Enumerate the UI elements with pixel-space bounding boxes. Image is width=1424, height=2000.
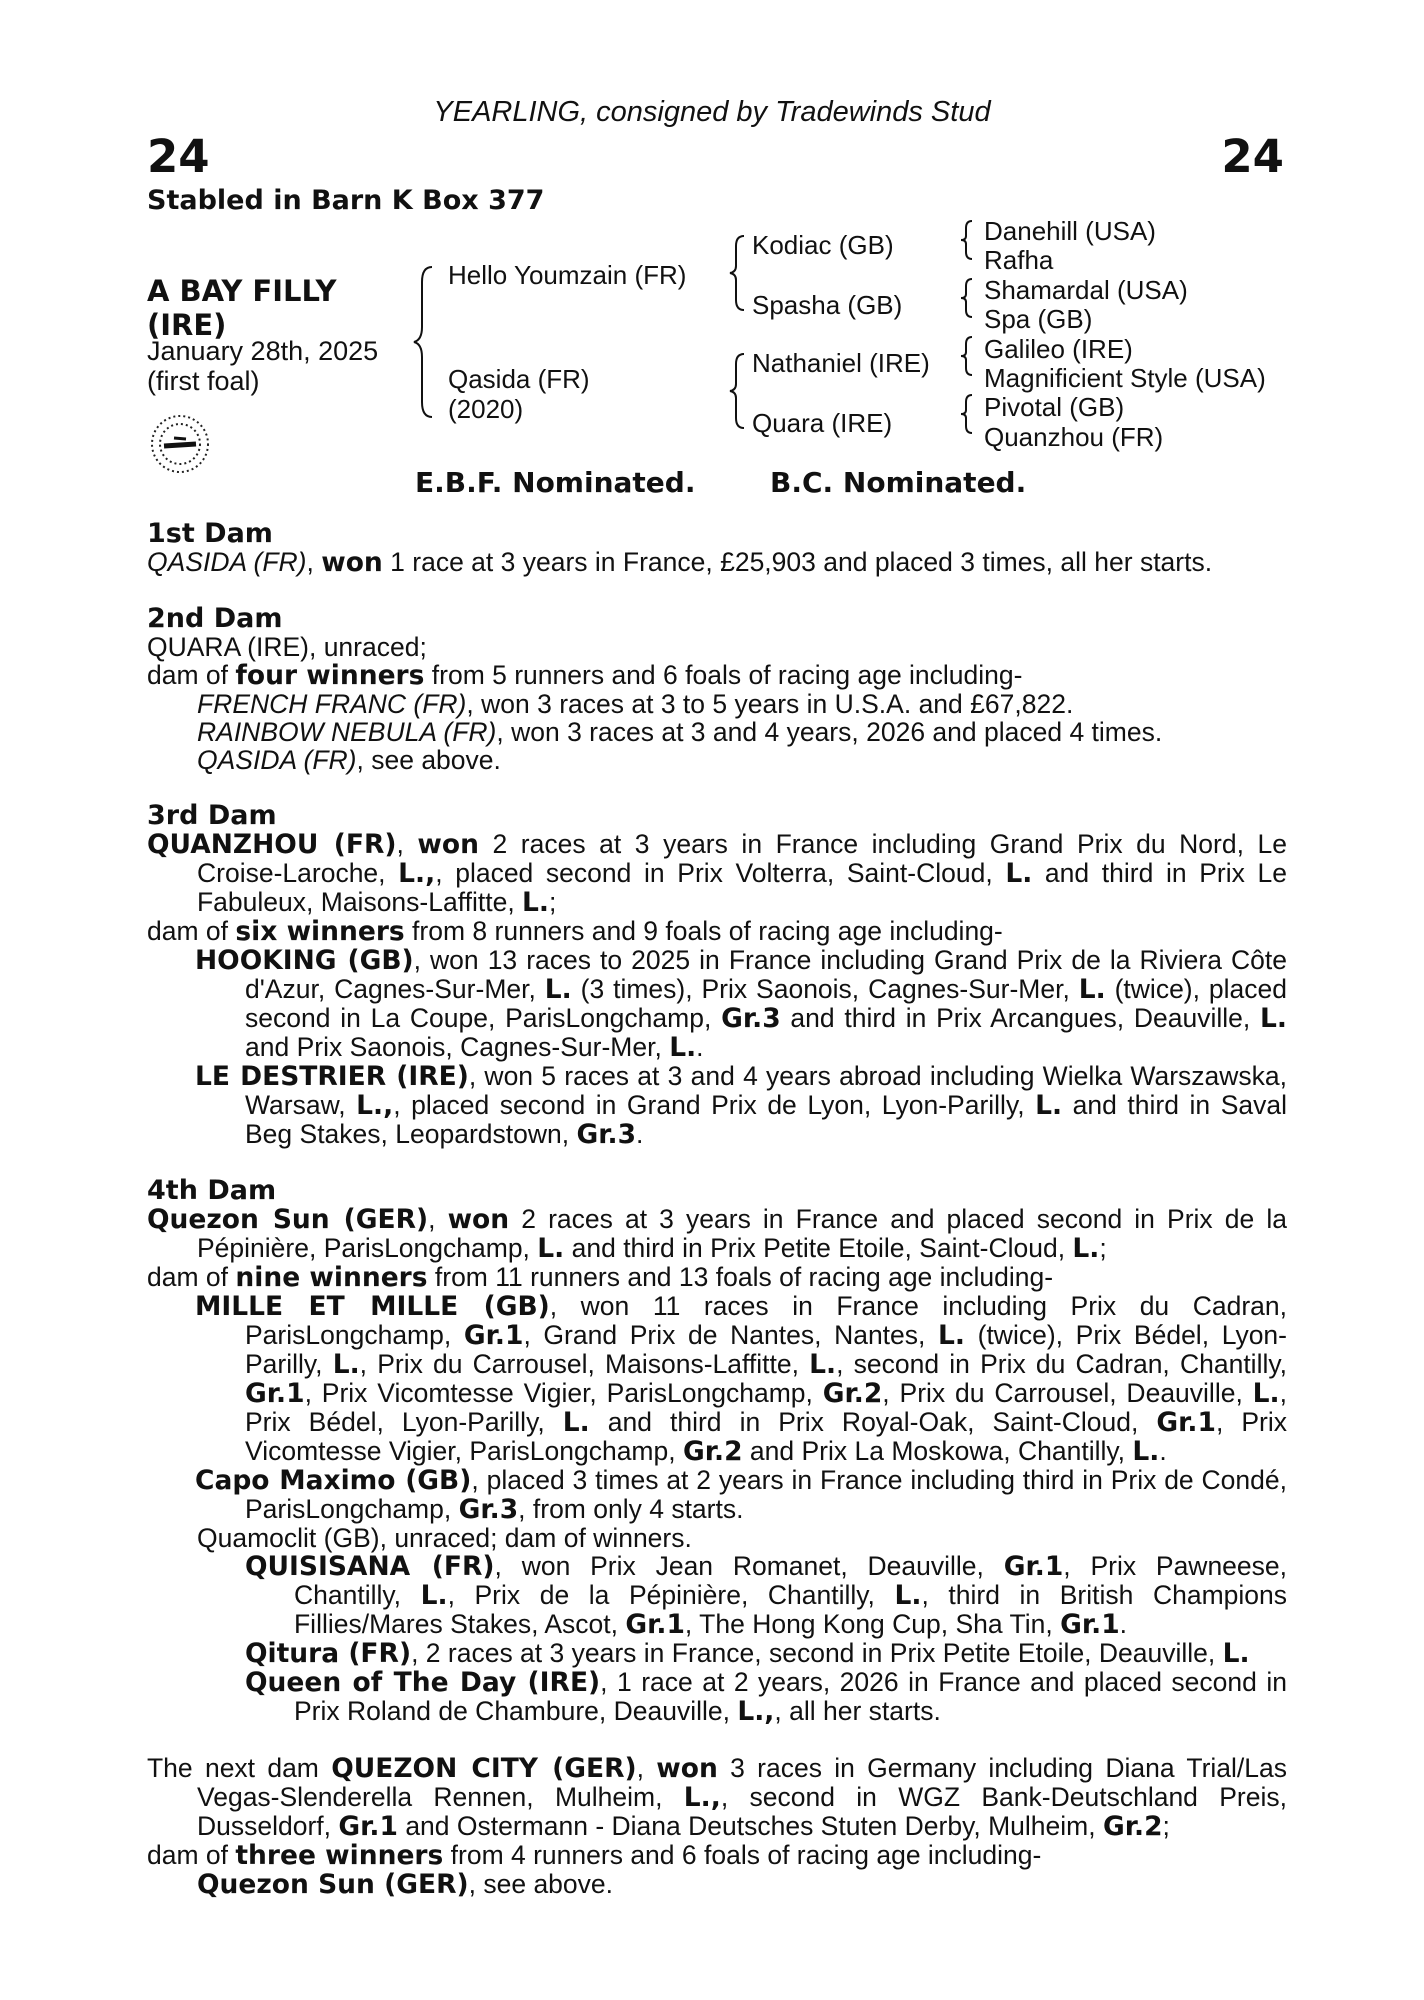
pedigree-g6: Magnificient Style (USA) bbox=[984, 363, 1266, 393]
fourth-dam-grandfoal-quisisana: QUISISANA (FR), won Prix Jean Romanet, Deauville, Gr.1, Prix Pawneese, Chantilly, L., Prix de la Pépinière, Chantilly, L., third in British Champions Fillies/Mares Stakes, Ascot, Gr.1, The Hong Kong Cup, Sha Tin, Gr.1. bbox=[245, 1551, 1288, 1640]
ebf-nomination: E.B.F. Nominated. bbox=[415, 466, 696, 499]
fourth-dam-foal-mille: MILLE ET MILLE (GB), won 11 races in France including Prix du Cadran, ParisLongchamp, Gr.1, Grand Prix de Nantes, Nantes, L. (twice), Prix Bédel, Lyon-Parilly, L., Prix du Carrousel, Maisons-Laffitte, L., second in Prix du Cadran, Chantilly, Gr.1, Prix Vicomtesse Vigier, ParisLongchamp, Gr.2, Prix du Carrousel, Deauville, L., Prix Bédel, Lyon-Parilly, L. and third in Prix Royal-Oak, Saint-Cloud, Gr.1, Prix Vicomtesse Vigier, ParisLongchamp, Gr.2 and Prix La Moskowa, Chantilly, L.. bbox=[195, 1291, 1287, 1467]
fourth-dam-foal-capo: Capo Maximo (GB), placed 3 times at 2 years in France including third in Prix de Condé, ParisLongchamp, Gr.3, from only 4 starts. bbox=[195, 1465, 1287, 1525]
second-dam-title: 2nd Dam bbox=[147, 603, 283, 634]
pedigree-brace-g78 bbox=[958, 392, 978, 436]
bc-nomination: B.C. Nominated. bbox=[770, 466, 1027, 499]
fourth-dam-title: 4th Dam bbox=[147, 1175, 277, 1206]
next-dam-foal: Quezon Sun (GER), see above. bbox=[197, 1869, 614, 1900]
next-dam-section bbox=[147, 1754, 1287, 1899]
pedigree-brace-g12 bbox=[958, 218, 978, 262]
fourth-dam-record: Quezon Sun (GER), won 2 races at 3 years in France and placed second in Prix de la Pépinière, ParisLongchamp, L. and third in Prix Petite Etoile, Saint-Cloud, L.; bbox=[147, 1204, 1287, 1264]
first-dam-title: 1st Dam bbox=[147, 518, 273, 549]
pedigree-g8: Quanzhou (FR) bbox=[984, 422, 1164, 452]
pedigree-g1: Danehill (USA) bbox=[984, 216, 1156, 246]
pedigree-g5: Galileo (IRE) bbox=[984, 334, 1133, 364]
first-dam-section bbox=[147, 520, 1287, 577]
first-dam-text: QASIDA (FR), won 1 race at 3 years in France, £25,903 and placed 3 times, all her starts. bbox=[147, 547, 1213, 578]
pedigree-dam-sire: Nathaniel (IRE) bbox=[752, 348, 930, 378]
second-dam-section bbox=[147, 605, 1287, 774]
pedigree-sire: Hello Youmzain (FR) bbox=[448, 260, 687, 290]
pedigree-g4: Spa (GB) bbox=[984, 304, 1093, 334]
horse-name-line1: A BAY FILLY bbox=[147, 274, 337, 308]
pedigree-g2: Rafha bbox=[984, 245, 1054, 275]
next-dam-produce: dam of three winners from 4 runners and 6 foals of racing age including- bbox=[147, 1840, 1042, 1871]
pedigree-dam-dam: Quara (IRE) bbox=[752, 408, 893, 438]
third-dam-foal-hooking: HOOKING (GB), won 13 races to 2025 in France including Grand Prix de la Riviera Côte d'Azur, Cagnes-Sur-Mer, L. (3 times), Prix Saonois, Cagnes-Sur-Mer, L. (twice), placed second in La Coupe, ParisLongchamp, Gr.3 and third in Prix Arcangues, Deauville, L. and Prix Saonois, Cagnes-Sur-Mer, L.. bbox=[195, 945, 1287, 1063]
next-dam-record: The next dam QUEZON CITY (GER), won 3 races in Germany including Diana Trial/Las Vegas-Slenderella Rennen, Mulheim, L.,, second in WGZ Bank-Deutschland Preis, Dusseldorf, Gr.1 and Ostermann - Diana Deutsches Stuten Derby, Mulheim, Gr.2; bbox=[147, 1753, 1288, 1842]
second-dam-intro: QUARA (IRE), unraced; bbox=[147, 632, 427, 662]
fourth-dam-grandfoal-queen: Queen of The Day (IRE), 1 race at 2 years, 2026 in France and placed second in Prix Roland de Chambure, Deauville, L.,, all her starts. bbox=[245, 1667, 1287, 1727]
pedigree-g7: Pivotal (GB) bbox=[984, 392, 1125, 422]
pedigree-dam-year: (2020) bbox=[448, 394, 524, 424]
pedigree-brace-main bbox=[410, 262, 440, 422]
pedigree-brace-dam bbox=[726, 350, 750, 430]
second-dam-foal-1: FRENCH FRANC (FR), won 3 races at 3 to 5 years in U.S.A. and £67,822. bbox=[197, 689, 1074, 719]
fourth-dam-foal-quamoclit: Quamoclit (GB), unraced; dam of winners. bbox=[197, 1523, 692, 1553]
third-dam-foal-destrier: LE DESTRIER (IRE), won 5 races at 3 and 4 years abroad including Wielka Warszawska, Warsaw, L.,, placed second in Grand Prix de Lyon, Lyon-Parilly, L. and third in Saval Beg Stakes, Leopardstown, Gr.3. bbox=[195, 1061, 1287, 1150]
third-dam-title: 3rd Dam bbox=[147, 800, 277, 831]
second-dam-produce: dam of four winners from 5 runners and 6 foals of racing age including- bbox=[147, 660, 1023, 691]
fourth-dam-produce: dam of nine winners from 11 runners and 13 foals of racing age including- bbox=[147, 1262, 1054, 1293]
pedigree-dam: Qasida (FR) bbox=[448, 364, 590, 394]
third-dam-record: QUANZHOU (FR), won 2 races at 3 years in France including Grand Prix du Nord, Le Croise-Laroche, L.,, placed second in Prix Volterra, Saint-Cloud, L. and third in Prix Le Fabuleux, Maisons-Laffitte, L.; bbox=[147, 829, 1287, 918]
pedigree-g3: Shamardal (USA) bbox=[984, 275, 1188, 305]
stabled-location: Stabled in Barn K Box 377 bbox=[147, 185, 545, 216]
horse-note: (first foal) bbox=[147, 366, 260, 396]
second-dam-foal-2: RAINBOW NEBULA (FR), won 3 races at 3 and 4 years, 2026 and placed 4 times. bbox=[197, 717, 1163, 747]
lot-number-left: 24 bbox=[147, 130, 210, 183]
pedigree-brace-g56 bbox=[958, 334, 978, 378]
breeder-seal-icon bbox=[146, 410, 214, 478]
second-dam-foal-3: QASIDA (FR), see above. bbox=[197, 745, 501, 775]
lot-number-right: 24 bbox=[1221, 130, 1284, 183]
horse-name bbox=[147, 274, 336, 342]
pedigree-brace-sire bbox=[726, 232, 750, 312]
horse-name-line2: (IRE) bbox=[147, 308, 227, 342]
third-dam-section bbox=[147, 802, 1287, 1149]
fourth-dam-grandfoal-qitura: Qitura (FR), 2 races at 3 years in France, second in Prix Petite Etoile, Deauville, L. bbox=[245, 1638, 1250, 1669]
third-dam-produce: dam of six winners from 8 runners and 9 foals of racing age including- bbox=[147, 916, 1003, 947]
pedigree-sire-dam: Spasha (GB) bbox=[752, 290, 903, 320]
fourth-dam-section bbox=[147, 1177, 1287, 1726]
pedigree-brace-g34 bbox=[958, 276, 978, 320]
sale-header: YEARLING, consigned by Tradewinds Stud bbox=[433, 96, 991, 128]
pedigree-sire-sire: Kodiac (GB) bbox=[752, 230, 894, 260]
horse-info bbox=[147, 336, 378, 396]
catalogue-body bbox=[147, 520, 1287, 1927]
horse-dob: January 28th, 2025 bbox=[147, 336, 379, 366]
